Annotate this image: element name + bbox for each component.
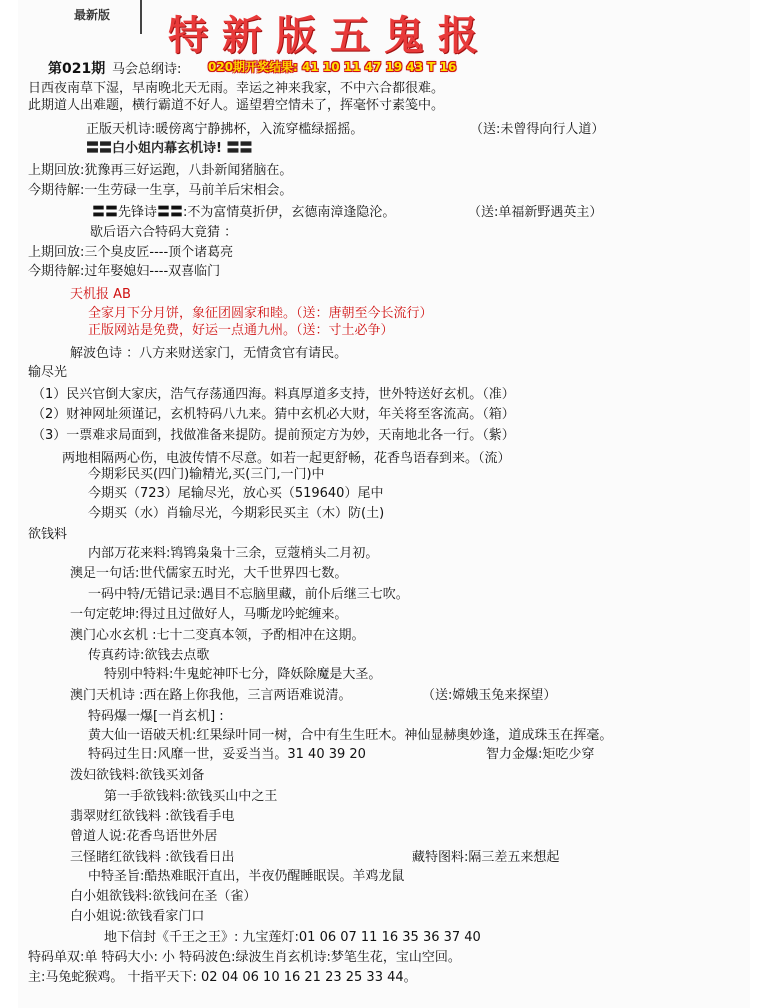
text-line: 今期待解:一生劳碌一生享，马前羊后宋相会。 [28,183,293,198]
section-heading: 特码爆一爆[一肖玄机] : [88,709,224,724]
text-line: 白小姐说:欲钱看家门口 [70,909,205,924]
text-line: 此期道人出难题，横行霸道不好人。遥望碧空情未了，挥毫怀寸素笺中。 [28,98,445,113]
text-line: 上期回放:三个臭皮匠----顶个诸葛亮 [28,245,234,260]
section-heading: 〓〓白小姐内幕玄机诗! 〓〓 [86,141,253,156]
text-line: 日西夜南草下湿，早南晚北天无雨。幸运之神来我家，不中六合都很难。 [28,81,445,96]
text-line: 藏特图料:隔三差五来想起 [412,850,560,865]
text-line: 〓〓先锋诗〓〓:不为富情莫折伊，玄德南漳逢隐沦。 [92,205,396,220]
text-line: 地下信封《千王之王》: 九宝莲灯:01 06 07 11 16 35 36 37 40 [104,930,481,945]
text-line: （送:单福新野遇英主） [468,205,603,220]
section-heading: 天机报 AB [70,287,131,302]
text-line: 全家月下分月饼，象征团圆家和睦。（送：唐朝至今长流行） [88,306,433,321]
text-line: 特码过生日:风靡一世，妥妥当当。31 40 39 20 [88,747,366,762]
lottery-result: 020期开奖结果: 41 10 11 47 19 43 T 16 [208,60,457,74]
text-line: 澳足一句话:世代儒家五时光，大千世界四七数。 [70,566,348,581]
divider [140,0,142,34]
text-line: 澳门心水玄机 :七十二变真本领，予酌相冲在这期。 [70,628,365,643]
text-line: 白小姐欲钱料:欲钱问在圣（雀） [70,889,257,904]
poem-label: 马会总纲诗: [112,62,182,77]
page-title: 特新版五鬼报 [168,12,492,59]
text-line: 泼妇欲钱料:欲钱买刘备 [70,768,205,783]
text-line: 今期买（水）肖输尽光，今期彩民买主（木）防(土) [88,506,385,521]
text-line: （送:未曾得向行人道） [470,122,605,137]
text-line: 三怪睹红欲钱料 :欲钱看日出 [70,850,235,865]
text-line: 特别中特料:牛鬼蛇神吓七分，降妖除魔是大圣。 [104,667,382,682]
section-heading: 输尽光 [28,365,68,380]
text-line: 澳门天机诗 :西在路上你我他，三言两语难说清。 [70,688,352,703]
text-line: 正版网站是免费，好运一点通九州。（送：寸土必争） [88,323,394,338]
text-line: 今期待解:过年娶媳妇----双喜临门 [28,264,221,279]
text-line: 翡翠财红欲钱料 :欲钱看手电 [70,809,235,824]
text-line: 上期回放:犹豫再三好运跑，八卦新闻猪脑在。 [28,163,293,178]
text-line: （1）民兴官倒大家庆，浩气存荡通四海。料真厚道多支持，世外特送好玄机。（准） [32,387,515,402]
text-line: （2）财神网址须谨记，玄机特码八九来。猜中玄机必大财，年关将至客流高。（箱） [32,407,515,422]
section-heading: 欲钱料 [28,527,68,542]
text-line: 解波色诗 ：八方来财送家门，无情贪官有请民。 [70,346,348,361]
text-line: 主:马兔蛇猴鸡。 十指平天下: 02 04 06 10 16 21 23 25 33 44。 [28,970,417,985]
text-line: 中特圣旨:酷热难眠汗直出，半夜仍醒睡眠误。羊鸡龙鼠 [88,869,405,884]
section-heading: 歇后语六合特码大竟猜 ： [90,225,238,240]
text-line: 内部万花来料:鸨鸨枭枭十三余，豆蔻梢头二月初。 [88,546,379,561]
text-line: 智力金爆:矩吃少穿 [486,747,595,762]
text-line: 今期彩民买(四门)输精光,买(三门,一门)中 [88,467,325,482]
text-line: 一码中特/无错记录:遇目不忘脑里藏，前仆后继三七吹。 [88,587,409,602]
text-line: 两地相隔两心伤，电波传情不尽意。如若一起更舒畅，花香鸟语春到来。（流） [62,451,511,466]
text-line: 曾道人说:花香鸟语世外居 [70,829,218,844]
text-line: （3）一票难求局面到，找做准备来提防。提前预定方为妙，天南地北各一行。（紫） [32,428,515,443]
text-line: 黄大仙一语破天机:红果绿叶同一树，合中有生生旺木。神仙显赫奥妙逢，道成珠玉在挥毫。 [88,728,613,743]
issue-number: 第021期 [48,61,106,77]
text-line: 特码单双:单 特码大小: 小 特码波色:绿波生肖玄机诗:梦笔生花，宝山空回。 [28,950,461,965]
edition-label: 最新版 [74,8,111,22]
text-line: 今期买（723）尾输尽光，放心买（519640）尾中 [88,486,384,501]
text-line: 传真药诗:欲钱去点歌 [88,648,210,663]
text-line: （送:嫦娥玉兔来探望） [422,688,557,703]
text-line: 一句定乾坤:得过且过做好人，马嘶龙吟蛇缠来。 [70,607,348,622]
text-line: 正版天机诗:暖傍离宁静拂杯，入流穿槛绿摇摇。 [86,122,364,137]
document-page [18,0,750,1008]
text-line: 第一手欲钱料:欲钱买山中之王 [104,789,278,804]
